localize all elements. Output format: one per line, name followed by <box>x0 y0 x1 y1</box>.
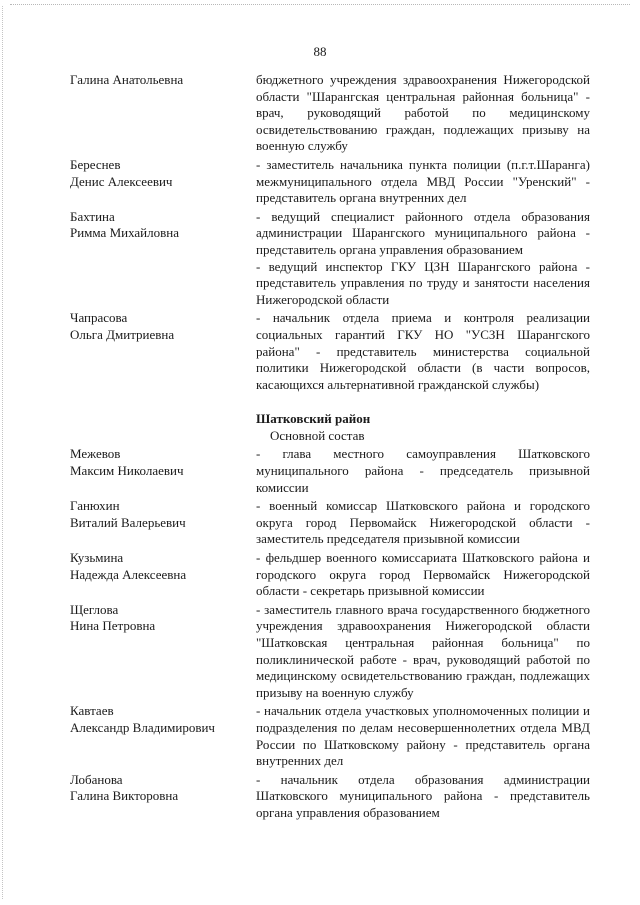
member-list-section <box>70 446 590 821</box>
member-role-paragraph: - ведущий специалист районного отдела образования администрации Шарангского муниципального района - представитель органа управления образованием <box>256 208 590 257</box>
member-name-line: Римма Михайловна <box>70 225 179 241</box>
member-role <box>256 498 590 548</box>
member-name-line: Максим Николаевич <box>70 463 184 479</box>
member-role-paragraph: - ведущий инспектор ГКУ ЦЗН Шарангского района - представитель управления по труду и занятости населения Нижегородской области <box>256 258 590 307</box>
member-name-line: Лобанова <box>70 771 123 787</box>
member-name-line: Бахтина <box>70 208 115 224</box>
member-role-paragraph: бюджетного учреждения здравоохранения Нижегородской области "Шарангская центральная районная больница" - врач, руководящий работой по медицинскому освидетельствованию граждан, подлежащих призыву на военную службу <box>256 72 590 154</box>
member-entry <box>70 72 590 155</box>
member-name <box>70 310 256 393</box>
member-role-paragraph: - фельдшер военного комиссариата Шатковского района и городского округа город Первомайск Нижегородской области - секретарь призывной комиссии <box>256 550 590 599</box>
member-name-line: Александр Владимирович <box>70 719 215 735</box>
scan-edge-top <box>10 4 630 5</box>
member-entry <box>70 498 590 548</box>
member-role <box>256 772 590 822</box>
member-name-line: Виталий Валерьевич <box>70 514 186 530</box>
member-name <box>70 209 256 309</box>
member-entry <box>70 157 590 207</box>
member-name-line: Щеглова <box>70 601 119 617</box>
document-body <box>70 72 590 824</box>
member-name <box>70 157 256 207</box>
member-list-top <box>70 72 590 393</box>
member-name-line: Галина Викторовна <box>70 788 179 804</box>
member-name-line: Ганюхин <box>70 498 120 514</box>
member-name-line: Кузьмина <box>70 550 124 566</box>
member-role <box>256 550 590 600</box>
member-role-paragraph: - начальник отдела образования администрации Шатковского муниципального района - представитель органа управления образованием <box>256 771 590 820</box>
member-name-line: Галина Анатольевна <box>70 72 184 87</box>
member-entry <box>70 772 590 822</box>
scan-edge-left <box>2 6 3 899</box>
section-title: Шатковский район <box>256 411 371 427</box>
member-role-paragraph: - заместитель начальника пункта полиции (п.г.т.Шаранга) межмуниципального отдела МВД России "Уренский" - представитель органа внутренних дел <box>256 156 590 206</box>
member-role <box>256 310 590 393</box>
member-name <box>70 602 256 702</box>
member-entry <box>70 310 590 393</box>
member-role <box>256 446 590 496</box>
member-name-line: Береснев <box>70 156 121 172</box>
page-number: 88 <box>313 44 327 59</box>
member-name-line: Межевов <box>70 446 121 462</box>
member-name <box>70 772 256 822</box>
member-role-paragraph: - заместитель главного врача государственного бюджетного учреждения здравоохранения Нижегородской области "Шатковская центральная районная больница" по поликлинической работе - врач, руководящий работой по медицинскому освидетельствованию граждан, подлежащих призыву на военную службу <box>256 601 590 700</box>
member-name-line: Кавтаев <box>70 703 114 719</box>
member-name-line: Надежда Алексеевна <box>70 566 187 582</box>
member-role-paragraph: - начальник отдела приема и контроля реализации социальных гарантий ГКУ НО "УСЗН Шарангского района" - представитель министерства социальной политики Нижегородской области (в части вопросов, касающихся альтернативной гражданской службы) <box>256 310 590 392</box>
member-name <box>70 446 256 496</box>
section-subtitle: Основной состав <box>270 427 365 443</box>
member-name <box>70 72 256 155</box>
member-role <box>256 157 590 207</box>
member-entry <box>70 209 590 309</box>
member-entry <box>70 446 590 496</box>
member-role <box>256 209 590 309</box>
member-entry <box>70 550 590 600</box>
member-role <box>256 703 590 769</box>
member-name <box>70 703 256 769</box>
member-name-line: Нина Петровна <box>70 618 156 634</box>
member-name-line: Ольга Дмитриевна <box>70 326 175 342</box>
member-name <box>70 550 256 600</box>
member-role-paragraph: - начальник отдела участковых уполномоченных полиции и подразделения по делам несовершеннолетних отдела МВД России по Шатковскому району - представитель органа внутренних дел <box>256 703 590 769</box>
member-role <box>256 602 590 702</box>
member-entry <box>70 602 590 702</box>
member-name-line: Денис Алексеевич <box>70 173 173 189</box>
member-entry <box>70 703 590 769</box>
member-name-line: Чапрасова <box>70 310 128 326</box>
member-name <box>70 498 256 548</box>
member-role-paragraph: - глава местного самоуправления Шатковского муниципального района - председатель призывной комиссии <box>256 446 590 495</box>
member-role-paragraph: - военный комиссар Шатковского района и городского округа город Первомайск Нижегородской области - заместитель председателя призывной комиссии <box>256 498 590 547</box>
member-role <box>256 72 590 155</box>
